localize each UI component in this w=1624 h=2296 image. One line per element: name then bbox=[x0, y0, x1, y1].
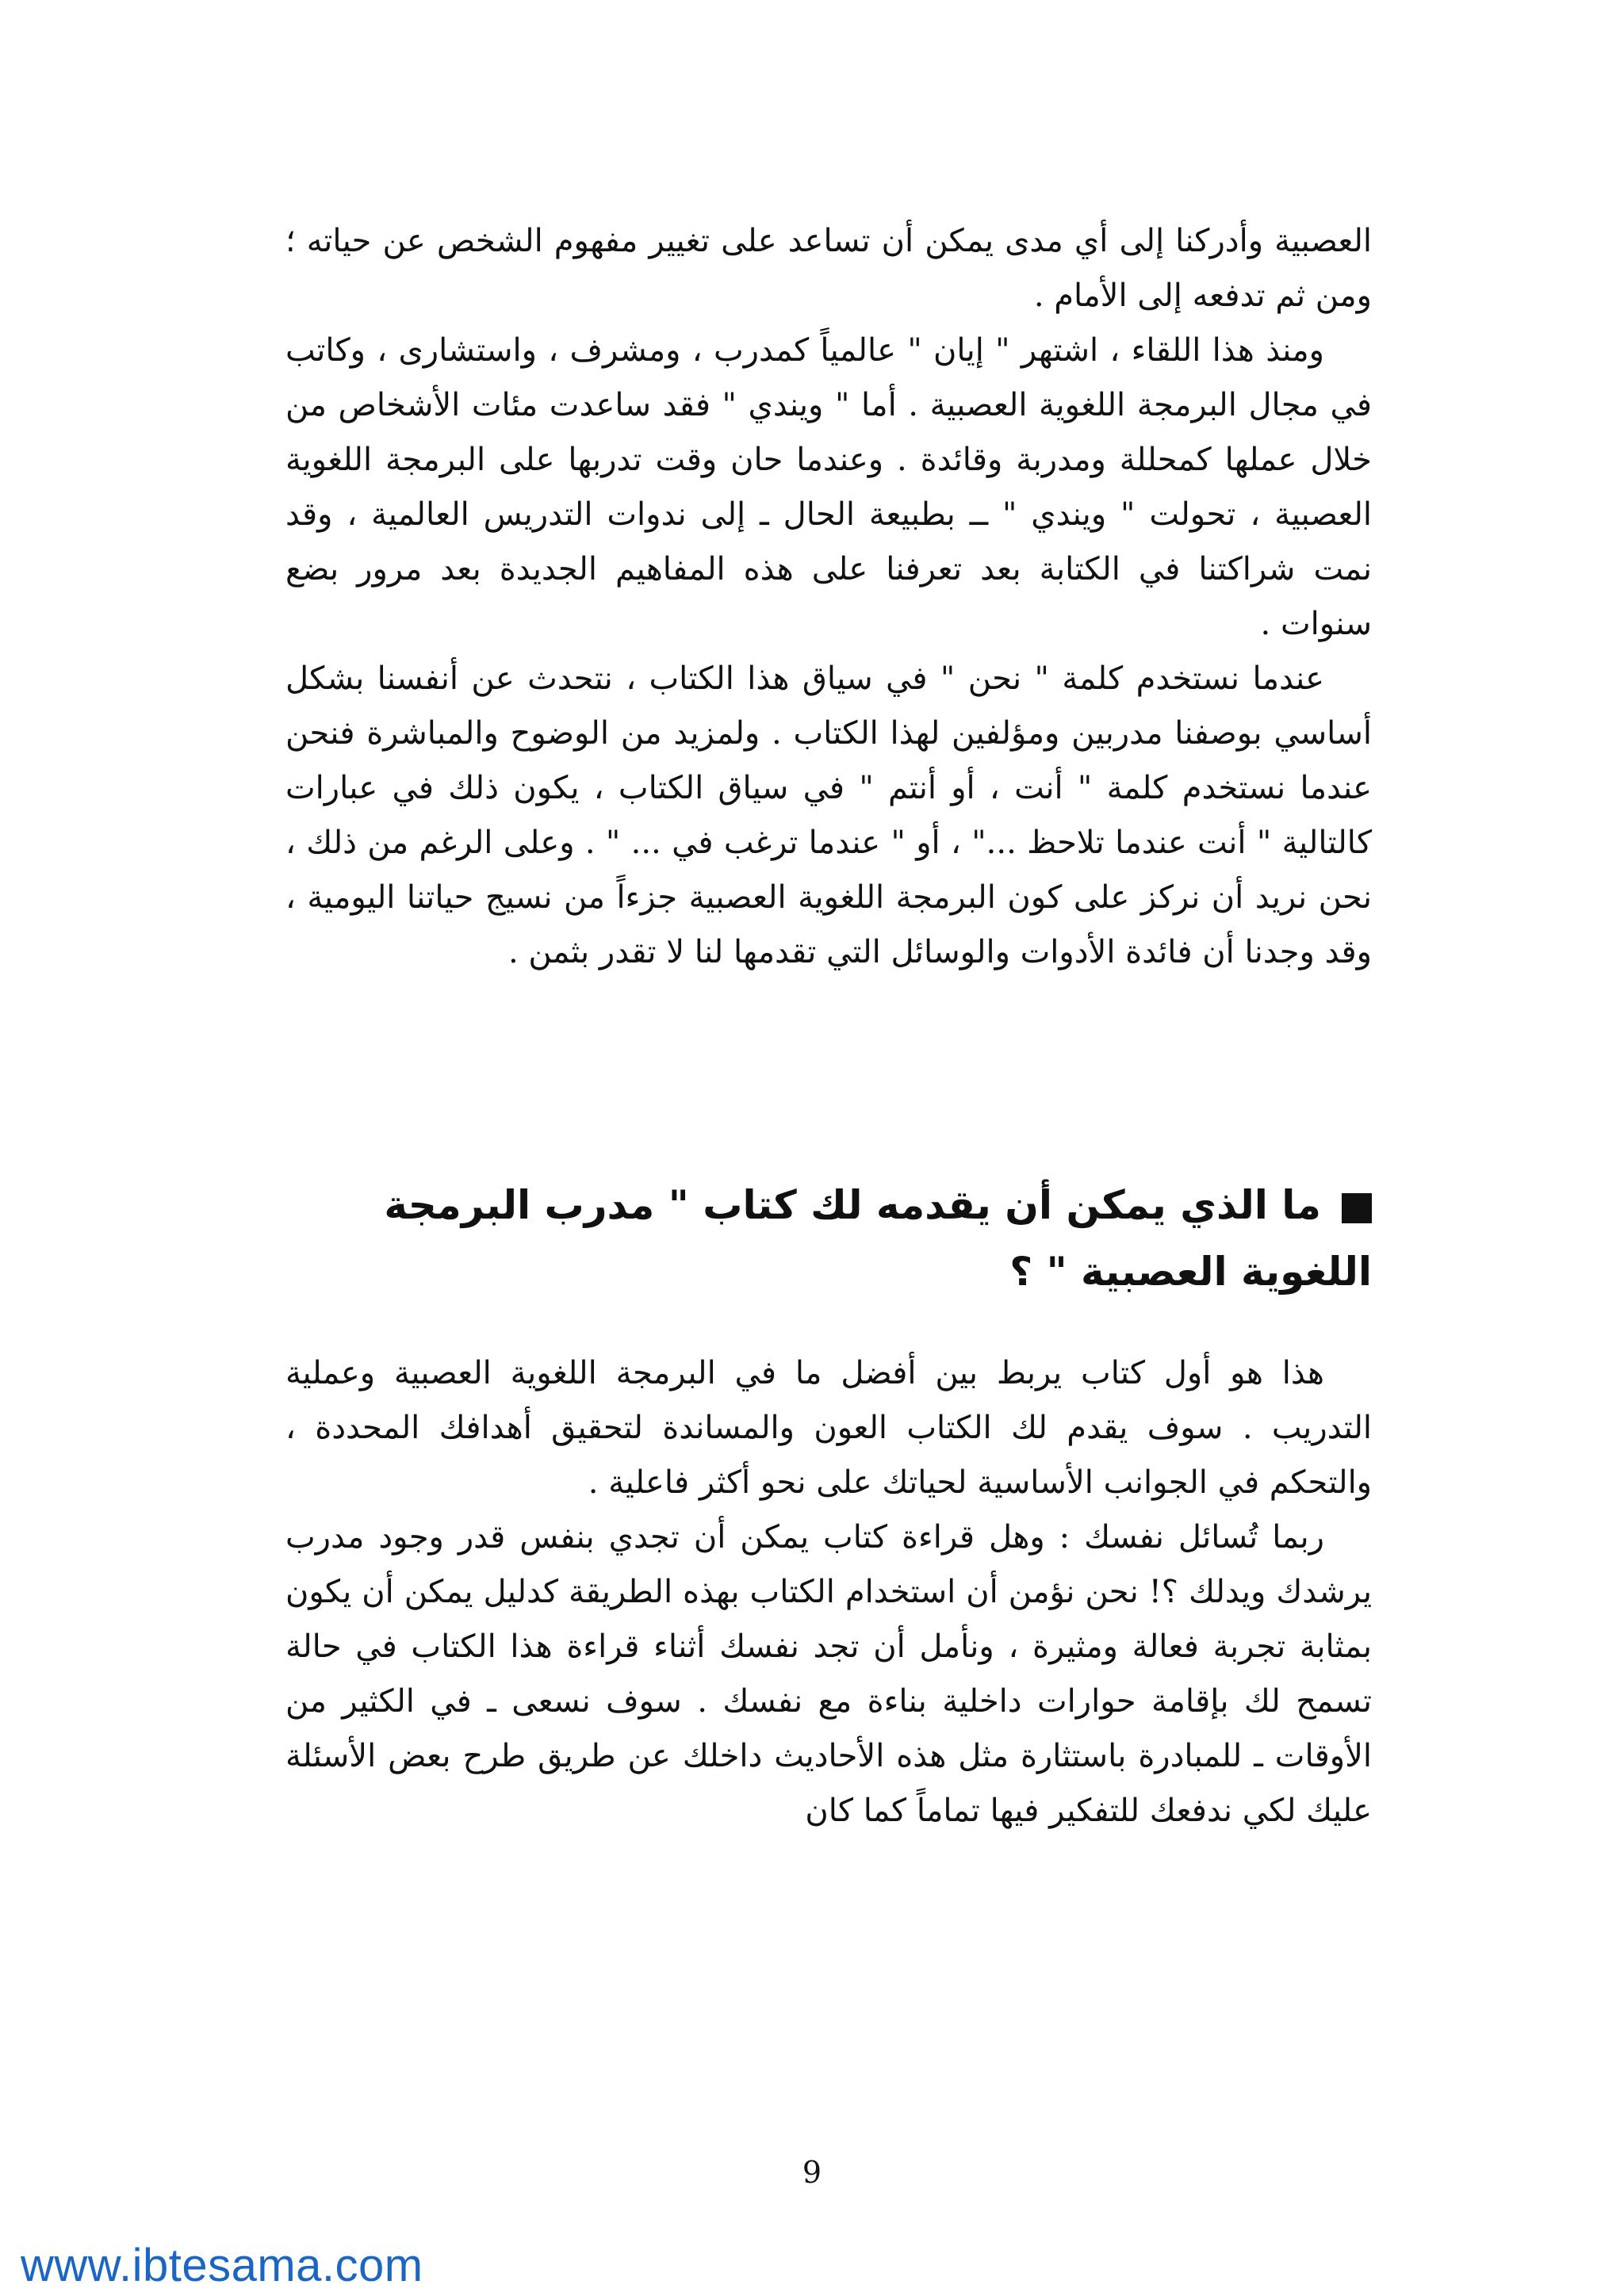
intro-paragraph-2: ومنذ هذا اللقاء ، اشتهر " إيان " عالمياً كمدرب ، ومشرف ، واستشارى ، وكاتب في مجال البرمجة اللغوية العصبية . أما " ويندي " فقد ساعدت مئات الأشخاص من خلال عملها كمحللة ومدربة وقائدة . وعندما حان وقت تدربها على البرمجة اللغوية العصبية ، تحولت " ويندي " ــ بطبيعة الحال ـ إلى ندوات التدريس العالمية ، وقد نمت شراكتنا في الكتابة بعد تعرفنا على هذه المفاهيم الجديدة بعد مرور بضع سنوات . bbox=[285, 332, 1372, 642]
page-number: 9 bbox=[802, 2155, 822, 2190]
intro-paragraph-1: العصبية وأدركنا إلى أي مدى يمكن أن تساعد على تغيير مفهوم الشخص عن حياته ؛ ومن ثم تدفعه إلى الأمام . bbox=[285, 223, 1372, 314]
body-paragraph-2: ربما تُسائل نفسك : وهل قراءة كتاب يمكن أن تجدي بنفس قدر وجود مدرب يرشدك ويدلك ؟! نحن نؤمن أن استخدام الكتاب بهذه الطريقة كدليل يمكن أن يكون بمثابة تجربة فعالة ومثيرة ، ونأمل أن تجد نفسك أثناء قراءة هذا الكتاب في حالة تسمح لك بإقامة حوارات داخلية بناءة مع نفسك . سوف نسعى ـ في الكثير من الأوقات ـ للمبادرة باستثارة مثل هذه الأحاديث داخلك عن طريق طرح بعض الأسئلة عليك لكي ندفعك للتفكير فيها تماماً كما كان bbox=[285, 1519, 1372, 1829]
watermark-url: www.ibtesama.com bbox=[21, 2240, 423, 2291]
body-paragraph-1: هذا هو أول كتاب يربط بين أفضل ما في البرمجة اللغوية العصبية وعملية التدريب . سوف يقدم لك الكتاب العون والمساندة لتحقيق أهدافك المحددة ، والتحكم في الجوانب الأساسية لحياتك على نحو أكثر فاعلية . bbox=[285, 1355, 1372, 1501]
section-heading-text: ما الذي يمكن أن يقدمه لك كتاب " مدرب البرمجة اللغوية العصبية " ؟ bbox=[384, 1182, 1372, 1295]
body-text-block bbox=[285, 1346, 1372, 1839]
intro-paragraph-3: عندما نستخدم كلمة " نحن " في سياق هذا الكتاب ، نتحدث عن أنفسنا بشكل أساسي بوصفنا مدربين ومؤلفين لهذا الكتاب . ولمزيد من الوضوح والمباشرة فنحن عندما نستخدم كلمة " أنت ، أو أنتم " في سياق الكتاب ، يكون ذلك في عبارات كالتالية " أنت عندما تلاحظ ..." ، أو " عندما ترغب في ... " . وعلى الرغم من ذلك ، نحن نريد أن نركز على كون البرمجة اللغوية العصبية جزءاً من نسيج حياتنا اليومية ، وقد وجدنا أن فائدة الأدوات والوسائل التي تقدمها لنا لا تقدر بثمن . bbox=[285, 660, 1372, 970]
section-heading bbox=[285, 1172, 1372, 1305]
intro-text-block bbox=[285, 214, 1372, 980]
square-bullet-icon bbox=[1342, 1193, 1372, 1223]
